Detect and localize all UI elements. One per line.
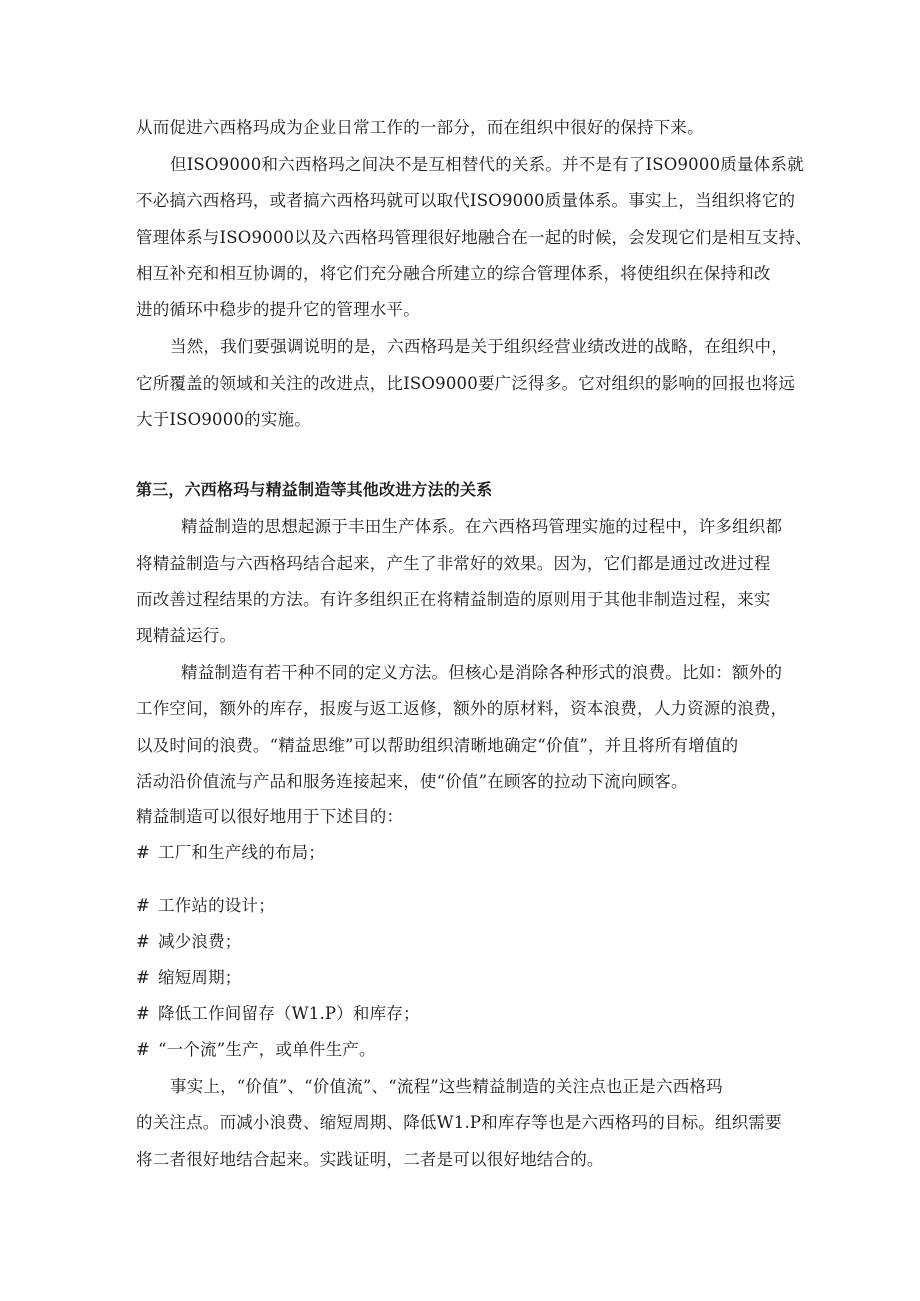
paragraph-line: 事实上，“价值”、“价值流”、“流程”这些精益制造的关注点也正是六西格玛 bbox=[170, 1077, 723, 1096]
list-item-text: 工厂和生产线的布局； bbox=[158, 843, 325, 862]
paragraph-line: 以及时间的浪费。“精益思维”可以帮助组织清晰地确定“价值”，并且将所有增值的 bbox=[136, 736, 739, 755]
list-intro: 精益制造可以很好地用于下述目的： bbox=[136, 807, 404, 826]
list-item bbox=[136, 932, 242, 952]
paragraph-line: 精益制造有若干种不同的定义方法。但核心是消除各种形式的浪费。比如：额外的 bbox=[181, 663, 783, 682]
paragraph-line: 将二者很好地结合起来。实践证明，二者是可以很好地结合的。 bbox=[136, 1150, 604, 1169]
paragraph-line: 相互补充和相互协调的，将它们充分融合所建立的综合管理体系，将使组织在保持和改 bbox=[136, 264, 771, 283]
list-item-text: 降低工作间留存（W1.P）和库存； bbox=[158, 1004, 420, 1023]
bullet-mark: # bbox=[136, 968, 151, 987]
list-item-text: 缩短周期； bbox=[158, 968, 242, 987]
paragraph-line: 现精益运行。 bbox=[136, 626, 237, 645]
paragraph-line: 管理体系与ISO9000以及六西格玛管理很好地融合在一起的时候，会发现它们是相互支持、 bbox=[136, 228, 812, 247]
paragraph-line: 将精益制造与六西格玛结合起来，产生了非常好的效果。因为，它们都是通过改进过程 bbox=[136, 554, 771, 573]
bullet-mark: # bbox=[136, 932, 151, 951]
paragraph-line: 当然，我们要强调说明的是，六西格玛是关于组织经营业绩改进的战略，在组织中， bbox=[170, 337, 788, 356]
bullet-mark: # bbox=[136, 1004, 151, 1023]
list-item bbox=[136, 843, 325, 863]
list-item bbox=[136, 1004, 420, 1024]
list-item bbox=[136, 968, 242, 988]
list-item-text: 工作站的设计； bbox=[158, 896, 275, 915]
paragraph-line: 而改善过程结果的方法。有许多组织正在将精益制造的原则用于其他非制造过程，来实 bbox=[136, 590, 771, 609]
list-item bbox=[136, 896, 275, 916]
list-item-text: “一个流”生产，或单件生产。 bbox=[158, 1040, 376, 1059]
paragraph-line: 精益制造的思想起源于丰田生产体系。在六西格玛管理实施的过程中，许多组织都 bbox=[181, 517, 783, 536]
paragraph-line: 但ISO9000和六西格玛之间决不是互相替代的关系。并不是有了ISO9000质量体系就 bbox=[170, 155, 804, 174]
bullet-mark: # bbox=[136, 843, 151, 862]
paragraph-line: 活动沿价值流与产品和服务连接起来，使“价值”在顾客的拉动下流向顾客。 bbox=[136, 772, 688, 791]
list-item bbox=[136, 1040, 376, 1060]
section-heading: 第三，六西格玛与精益制造等其他改进方法的关系 bbox=[136, 480, 493, 499]
paragraph-line: 的关注点。而减小浪费、缩短周期、降低W1.P和库存等也是六西格玛的目标。组织需要 bbox=[136, 1113, 782, 1132]
bullet-mark: # bbox=[136, 1040, 151, 1059]
paragraph-line: 不必搞六西格玛，或者搞六西格玛就可以取代ISO9000质量体系。事实上，当组织将它的 bbox=[136, 191, 796, 210]
paragraph-line: 它所覆盖的领域和关注的改进点，比ISO9000要广泛得多。它对组织的影响的回报也将远 bbox=[136, 374, 796, 393]
paragraph-line: 工作空间，额外的库存，报废与返工返修，额外的原材料，资本浪费，人力资源的浪费， bbox=[136, 699, 788, 718]
bullet-mark: # bbox=[136, 896, 151, 915]
paragraph-line: 从而促进六西格玛成为企业日常工作的一部分，而在组织中很好的保持下来。 bbox=[136, 118, 704, 137]
list-item-text: 减少浪费； bbox=[158, 932, 242, 951]
paragraph-line: 进的循环中稳步的提升它的管理水平。 bbox=[136, 300, 420, 319]
paragraph-line: 大于ISO9000的实施。 bbox=[136, 410, 311, 429]
